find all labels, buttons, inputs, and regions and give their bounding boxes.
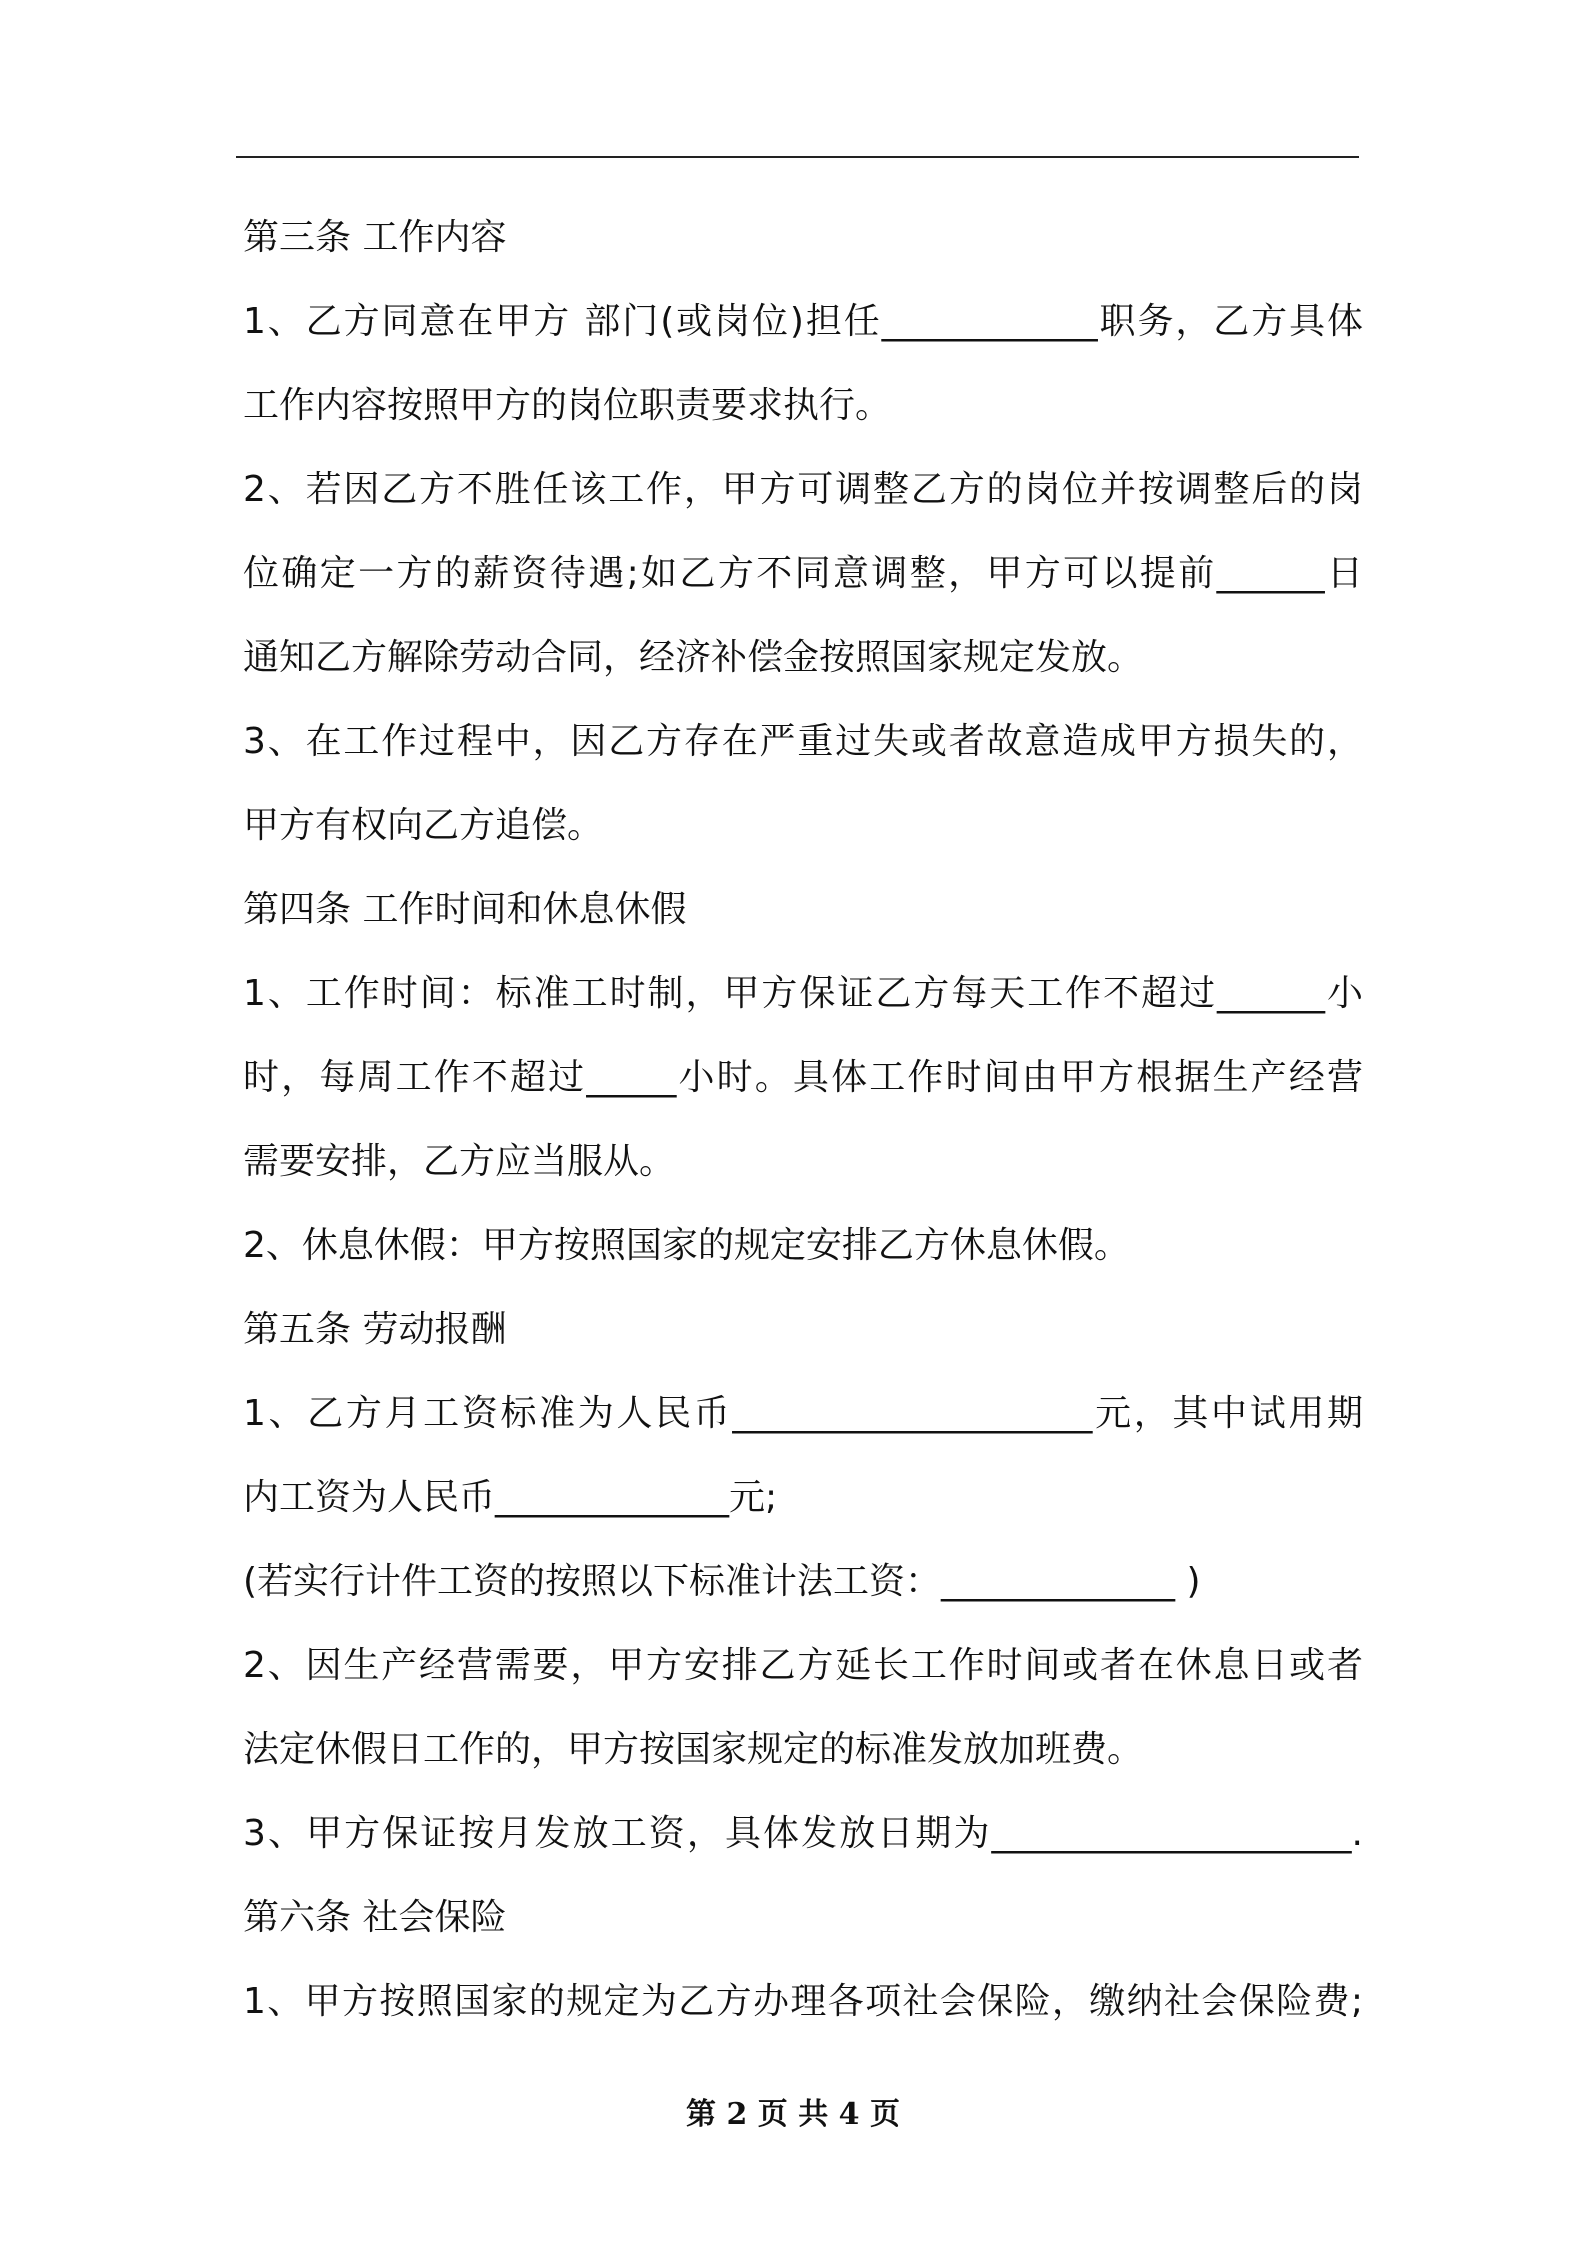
paragraph-line: 时，每周工作不超过_____小时。具体工作时间由甲方根据生产经营 bbox=[243, 1057, 1363, 1098]
paragraph-line: 位确定一方的薪资待遇;如乙方不同意调整，甲方可以提前______日 bbox=[243, 553, 1363, 594]
paragraph-line: 1、乙方月工资标准为人民币____________________元，其中试用期 bbox=[243, 1393, 1363, 1434]
article-5-heading: 第五条 劳动报酬 bbox=[243, 1309, 507, 1350]
paragraph-line: 2、因生产经营需要，甲方安排乙方延长工作时间或者在休息日或者 bbox=[243, 1645, 1363, 1686]
paragraph-line: 通知乙方解除劳动合同，经济补偿金按照国家规定发放。 bbox=[243, 637, 1144, 678]
article-4-heading: 第四条 工作时间和休息休假 bbox=[243, 889, 687, 930]
paragraph-line: 3、甲方保证按月发放工资，具体发放日期为____________________. bbox=[243, 1813, 1363, 1854]
paragraph-line: 需要安排，乙方应当服从。 bbox=[243, 1141, 676, 1182]
paragraph-line: 甲方有权向乙方追偿。 bbox=[243, 805, 604, 846]
article-6-heading: 第六条 社会保险 bbox=[243, 1897, 507, 1938]
header-divider bbox=[236, 156, 1359, 158]
document-body bbox=[243, 196, 1363, 2044]
paragraph-line: 1、工作时间：标准工时制，甲方保证乙方每天工作不超过______小 bbox=[243, 973, 1363, 1014]
paragraph-line: 工作内容按照甲方的岗位职责要求执行。 bbox=[243, 385, 892, 426]
paragraph-line: 法定休假日工作的，甲方按国家规定的标准发放加班费。 bbox=[243, 1729, 1144, 1770]
paragraph-line: 3、在工作过程中，因乙方存在严重过失或者故意造成甲方损失的， bbox=[243, 721, 1363, 762]
paragraph-line: 内工资为人民币_____________元; bbox=[243, 1477, 778, 1518]
paragraph-line: 1、甲方按照国家的规定为乙方办理各项社会保险，缴纳社会保险费; bbox=[243, 1981, 1363, 2022]
page-number-footer: 第 2 页 共 4 页 bbox=[686, 2097, 900, 2132]
paragraph-line: 1、乙方同意在甲方 部门(或岗位)担任____________职务，乙方具体 bbox=[243, 301, 1363, 342]
paragraph-line: (若实行计件工资的按照以下标准计法工资：_____________ ) bbox=[243, 1561, 1201, 1602]
paragraph-line: 2、休息休假：甲方按照国家的规定安排乙方休息休假。 bbox=[243, 1225, 1130, 1266]
article-3-heading: 第三条 工作内容 bbox=[243, 217, 507, 258]
paragraph-line: 2、若因乙方不胜任该工作，甲方可调整乙方的岗位并按调整后的岗 bbox=[243, 469, 1363, 510]
